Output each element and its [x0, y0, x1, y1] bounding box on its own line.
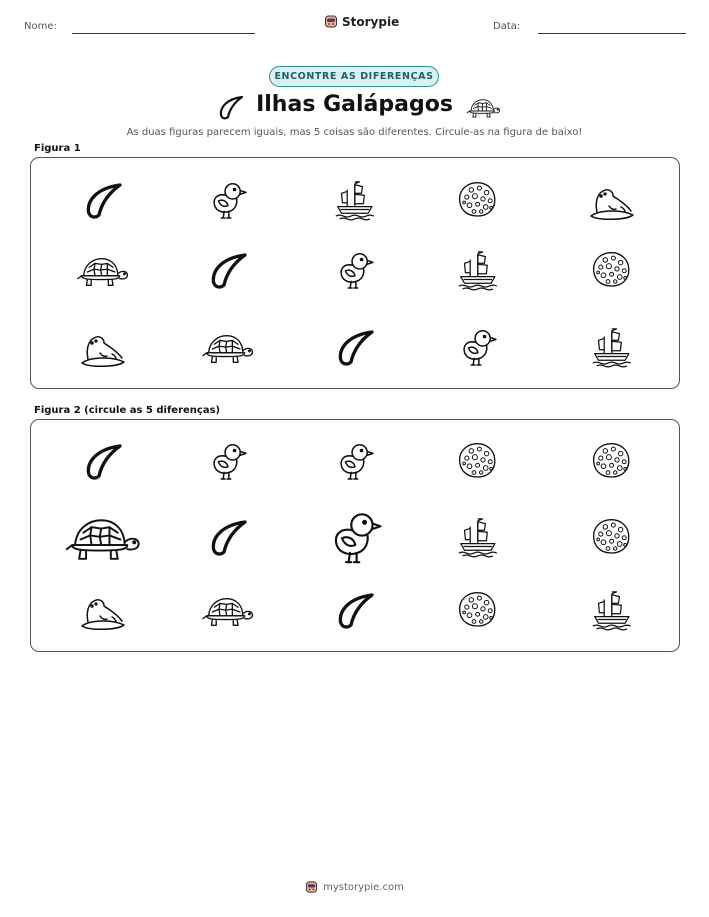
coral-icon[interactable]: [590, 517, 633, 557]
coral-icon[interactable]: [590, 250, 633, 290]
footer: [0, 880, 709, 894]
name-label: Nome:: [24, 21, 57, 32]
page-title: Ilhas Galápagos: [256, 92, 453, 117]
beak-icon[interactable]: [84, 443, 123, 479]
turtle-icon: [466, 96, 496, 118]
brand-logo: [324, 14, 399, 29]
bird-icon[interactable]: [207, 441, 249, 481]
bird-icon[interactable]: [326, 509, 385, 565]
bird-icon[interactable]: [334, 441, 376, 481]
turtle-icon[interactable]: [201, 330, 254, 364]
ship-icon[interactable]: [455, 250, 501, 290]
beak-icon[interactable]: [336, 329, 375, 365]
coral-icon[interactable]: [456, 590, 499, 630]
seal-icon[interactable]: [78, 589, 128, 632]
coral-icon[interactable]: [590, 441, 633, 481]
beak-icon[interactable]: [84, 182, 123, 218]
seal-icon[interactable]: [587, 179, 637, 222]
name-line[interactable]: [72, 33, 255, 34]
seal-icon[interactable]: [78, 326, 128, 369]
bird-icon[interactable]: [334, 250, 376, 290]
activity-badge: ENCONTRE AS DIFERENÇAS: [269, 66, 439, 87]
ship-icon[interactable]: [589, 590, 635, 630]
beak-icon[interactable]: [209, 252, 248, 288]
ship-icon[interactable]: [589, 327, 635, 367]
brand-name: Storypie: [342, 14, 400, 29]
date-label: Data:: [493, 21, 521, 32]
storypie-mascot-icon: [324, 14, 338, 29]
turtle-icon[interactable]: [64, 512, 141, 562]
ship-icon[interactable]: [332, 180, 378, 220]
turtle-icon[interactable]: [76, 253, 129, 287]
footer-url[interactable]: mystorypie.com: [323, 881, 404, 893]
date-line[interactable]: [538, 33, 686, 34]
instructions: As duas figuras parecem iguais, mas 5 coisas são diferentes. Circule-as na figura de baixo!: [126, 127, 583, 138]
turtle-icon[interactable]: [201, 593, 254, 627]
beak-icon[interactable]: [209, 519, 248, 555]
figure2-label: Figura 2 (circule as 5 diferenças): [34, 405, 221, 416]
coral-icon[interactable]: [456, 180, 499, 220]
storypie-mascot-icon: [305, 880, 318, 894]
coral-icon[interactable]: [456, 441, 499, 481]
figure1-label: Figura 1: [34, 143, 81, 154]
bird-icon[interactable]: [207, 180, 249, 220]
beak-icon[interactable]: [336, 592, 375, 628]
ship-icon[interactable]: [455, 517, 501, 557]
bird-icon[interactable]: [457, 327, 499, 367]
